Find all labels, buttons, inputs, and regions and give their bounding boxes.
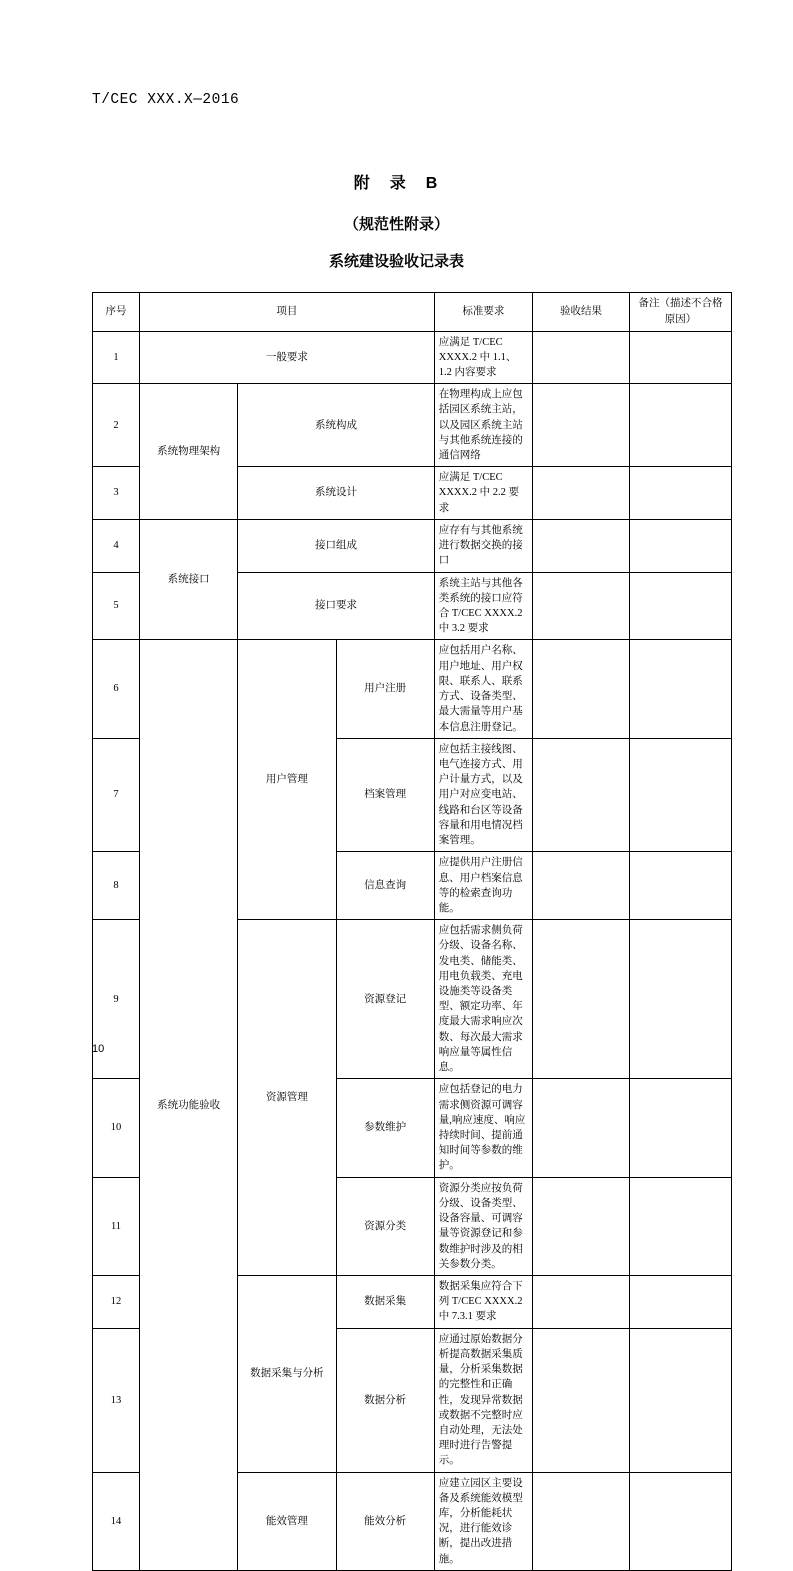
cell-seq: 10 — [93, 1079, 140, 1177]
cell-note[interactable] — [630, 1328, 732, 1472]
cell-item-general: 一般要求 — [140, 331, 435, 384]
cell-seq: 9 — [93, 920, 140, 1079]
cell-seq: 6 — [93, 640, 140, 738]
cell-subsubitem: 数据采集 — [336, 1275, 434, 1328]
cell-subsubitem: 资源登记 — [336, 920, 434, 1079]
cell-note[interactable] — [630, 640, 732, 738]
cell-subsubitem: 用户注册 — [336, 640, 434, 738]
cell-subsubitem: 信息查询 — [336, 852, 434, 920]
cell-requirement: 应包括用户名称、用户地址、用户权限、联系人、联系方式、设备类型、最大需量等用户基本信息注册登记。 — [434, 640, 532, 738]
cell-seq: 2 — [93, 384, 140, 467]
cell-subsubitem: 能效分析 — [336, 1472, 434, 1570]
cell-subsubitem: 档案管理 — [336, 738, 434, 852]
cell-subitem: 接口组成 — [238, 519, 435, 572]
cell-requirement: 资源分类应按负荷分级、设备类型、设备容量、可调容量等资源登记和参数维护时涉及的相关参数分类。 — [434, 1177, 532, 1275]
cell-result[interactable] — [533, 1177, 630, 1275]
cell-seq: 4 — [93, 519, 140, 572]
table-row — [93, 640, 732, 738]
table-row — [93, 519, 732, 572]
table-row — [93, 384, 732, 467]
acceptance-record-table — [92, 292, 732, 1571]
cell-result[interactable] — [533, 572, 630, 640]
cell-note[interactable] — [630, 852, 732, 920]
cell-note[interactable] — [630, 920, 732, 1079]
cell-seq: 5 — [93, 572, 140, 640]
table-row — [93, 331, 732, 384]
cell-result[interactable] — [533, 1328, 630, 1472]
column-header-result: 验收结果 — [533, 293, 630, 332]
cell-subitem: 接口要求 — [238, 572, 435, 640]
cell-requirement: 应满足 T/CEC XXXX.2 中 2.2 要求 — [434, 467, 532, 520]
cell-requirement: 应提供用户注册信息、用户档案信息等的检索查询功能。 — [434, 852, 532, 920]
cell-seq: 11 — [93, 1177, 140, 1275]
cell-result[interactable] — [533, 1079, 630, 1177]
table-body — [93, 331, 732, 1570]
cell-note[interactable] — [630, 384, 732, 467]
cell-item-interface: 系统接口 — [140, 519, 238, 640]
cell-note[interactable] — [630, 1177, 732, 1275]
annex-title: 附 录 B — [353, 175, 440, 192]
cell-note[interactable] — [630, 1079, 732, 1177]
column-header-note — [630, 293, 732, 332]
cell-note[interactable] — [630, 467, 732, 520]
cell-requirement: 应通过原始数据分析提高数据采集质量，分析采集数据的完整性和正确性，发现异常数据或数据不完整时应自动处理，无法处理时进行告警提示。 — [434, 1328, 532, 1472]
cell-requirement: 系统主站与其他各类系统的接口应符合 T/CEC XXXX.2 中 3.2 要求 — [434, 572, 532, 640]
cell-result[interactable] — [533, 738, 630, 852]
table-title: 系统建设验收记录表 — [328, 253, 464, 270]
cell-note[interactable] — [630, 738, 732, 852]
cell-result[interactable] — [533, 519, 630, 572]
cell-result[interactable] — [533, 467, 630, 520]
cell-seq: 14 — [93, 1472, 140, 1570]
cell-note[interactable] — [630, 1472, 732, 1570]
cell-result[interactable] — [533, 640, 630, 738]
page-header-standard-id: T/CEC XXX.X—2016 — [92, 92, 240, 108]
cell-note[interactable] — [630, 572, 732, 640]
cell-result[interactable] — [533, 1275, 630, 1328]
cell-seq: 8 — [93, 852, 140, 920]
cell-note[interactable] — [630, 1275, 732, 1328]
column-header-note-line2: 原因） — [664, 313, 697, 325]
cell-result[interactable] — [533, 384, 630, 467]
cell-note[interactable] — [630, 519, 732, 572]
cell-requirement: 数据采集应符合下列 T/CEC XXXX.2 中 7.3.1 要求 — [434, 1275, 532, 1328]
cell-requirement: 应建立园区主要设备及系统能效模型库，分析能耗状况，进行能效诊断，提出改进措施。 — [434, 1472, 532, 1570]
table-header — [93, 293, 732, 332]
cell-requirement: 应存有与其他系统进行数据交换的接口 — [434, 519, 532, 572]
page-number: 10 — [92, 1043, 105, 1055]
cell-subsubitem: 参数维护 — [336, 1079, 434, 1177]
cell-requirement: 在物理构成上应包括园区系统主站，以及园区系统主站与其他系统连接的通信网络 — [434, 384, 532, 467]
cell-requirement: 应包括主接线图、电气连接方式、用户计量方式，以及用户对应变电站、线路和台区等设备容量和用电情况档案管理。 — [434, 738, 532, 852]
cell-note[interactable] — [630, 331, 732, 384]
cell-seq: 7 — [93, 738, 140, 852]
cell-seq: 12 — [93, 1275, 140, 1328]
column-header-requirement: 标准要求 — [434, 293, 532, 332]
cell-subitem-user-management: 用户管理 — [238, 640, 336, 920]
cell-result[interactable] — [533, 1472, 630, 1570]
cell-item-function-acceptance: 系统功能验收 — [140, 640, 238, 1570]
cell-subitem-efficiency-management: 能效管理 — [238, 1472, 336, 1570]
cell-subitem: 系统设计 — [238, 467, 435, 520]
cell-subitem-data-collection: 数据采集与分析 — [238, 1275, 336, 1472]
cell-subitem-resource-management: 资源管理 — [238, 920, 336, 1276]
cell-subsubitem: 数据分析 — [336, 1328, 434, 1472]
column-header-item: 项目 — [140, 293, 435, 332]
cell-requirement: 应包括需求侧负荷分级、设备名称、发电类、储能类、用电负载类、充电设施类等设备类型、额定功率、年度最大需求响应次数、每次最大需求响应量等属性信息。 — [434, 920, 532, 1079]
cell-result[interactable] — [533, 852, 630, 920]
cell-result[interactable] — [533, 920, 630, 1079]
cell-seq: 1 — [93, 331, 140, 384]
column-header-note-line1: 备注（描述不合格 — [638, 298, 723, 309]
annex-subtitle: （规范性附录） — [343, 216, 449, 233]
cell-requirement: 应满足 T/CEC XXXX.2 中 1.1、1.2 内容要求 — [434, 331, 532, 384]
cell-subsubitem: 资源分类 — [336, 1177, 434, 1275]
cell-subitem: 系统构成 — [238, 384, 435, 467]
table-header-row — [93, 293, 732, 332]
cell-item-physical-arch: 系统物理架构 — [140, 384, 238, 520]
cell-result[interactable] — [533, 331, 630, 384]
cell-seq: 13 — [93, 1328, 140, 1472]
column-header-seq: 序号 — [93, 293, 140, 332]
cell-requirement: 应包括登记的电力需求侧资源可调容量,响应速度、响应持续时间、提前通知时间等参数的维护。 — [434, 1079, 532, 1177]
cell-seq: 3 — [93, 467, 140, 520]
